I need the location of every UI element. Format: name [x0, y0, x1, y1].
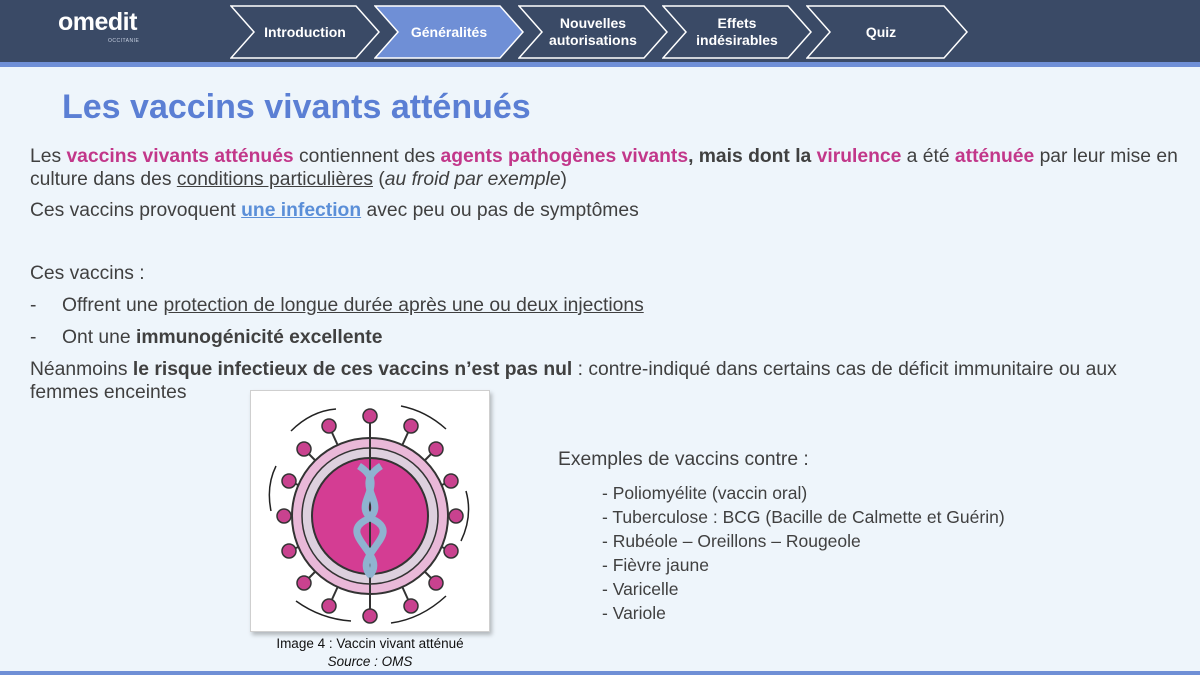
text: contiennent des	[293, 146, 441, 167]
text: Néanmoins	[30, 359, 133, 380]
bullet-item	[30, 326, 1190, 349]
list-item: - Tuberculose : BCG (Bacille de Calmette et Guérin)	[602, 507, 1005, 527]
paragraph-risk	[30, 358, 1190, 404]
bullet-item	[30, 294, 1190, 317]
footer-accent-line	[0, 671, 1200, 675]
slide-body	[30, 145, 1190, 404]
text: Offrent une	[62, 295, 164, 316]
image-source: Source : OMS	[327, 654, 413, 669]
paragraph-infection	[30, 199, 1190, 222]
text: (	[372, 169, 385, 190]
list-item: - Poliomyélite (vaccin oral)	[602, 483, 808, 503]
examples-title: Exemples de vaccins contre :	[558, 449, 809, 470]
list-item: - Fièvre jaune	[602, 555, 709, 575]
text: Ces vaccins provoquent	[30, 200, 242, 221]
text: a été	[901, 146, 955, 167]
italic-text: au froid par exemple	[384, 169, 561, 190]
highlight-term: agents pathogènes vivants	[440, 146, 689, 167]
text: avec peu ou pas de symptômes	[361, 200, 639, 221]
nav-tab-label: Effets indésirables	[696, 15, 778, 48]
header-accent-line	[0, 62, 1200, 67]
infection-link[interactable]: une infection	[241, 200, 362, 221]
paragraph-intro-list: Ces vaccins :	[30, 263, 145, 284]
image-caption: Image 4 : Vaccin vivant atténué	[276, 636, 464, 651]
list-item: - Rubéole – Oreillons – Rougeole	[602, 531, 861, 551]
bullet-dash: -	[30, 295, 37, 316]
highlight-term: vaccins vivants atténués	[66, 146, 294, 167]
virus-illustration	[250, 390, 490, 632]
bullet-dash: -	[30, 327, 37, 348]
underlined-text: conditions particulières	[176, 169, 373, 190]
brand-logo: omedit	[58, 8, 137, 36]
text: par leur mise en culture dans des	[30, 146, 1178, 190]
text: Les	[30, 146, 67, 167]
text: : contre-indiqué dans certains cas de déficit immunitaire ou aux femmes enceintes	[30, 359, 1117, 403]
paragraph-definition	[30, 145, 1190, 191]
nav-tab-label: Quiz	[865, 23, 897, 40]
nav-tab-label: Nouvelles autorisations	[549, 15, 637, 48]
text: )	[560, 169, 567, 190]
nav-tab-label: Introduction	[264, 23, 346, 40]
bold-text: le risque infectieux de ces vaccins n’est pas nul	[132, 359, 573, 380]
nav-tab-label: Généralités	[410, 23, 488, 40]
highlight-term: atténuée	[954, 146, 1035, 167]
brand-subtitle: OCCITANIE	[108, 38, 140, 44]
text: Ont une	[62, 327, 136, 348]
highlight-term: virulence	[816, 146, 902, 167]
underlined-text: protection de longue durée après une ou deux injections	[163, 295, 644, 316]
bold-text: immunogénicité excellente	[135, 327, 383, 348]
examples-list	[602, 481, 1005, 625]
list-item: - Variole	[602, 603, 666, 623]
virus-icon	[251, 391, 489, 631]
list-item: - Varicelle	[602, 579, 679, 599]
text: , mais dont la	[688, 146, 817, 167]
slide-title: Les vaccins vivants atténués	[62, 88, 531, 126]
